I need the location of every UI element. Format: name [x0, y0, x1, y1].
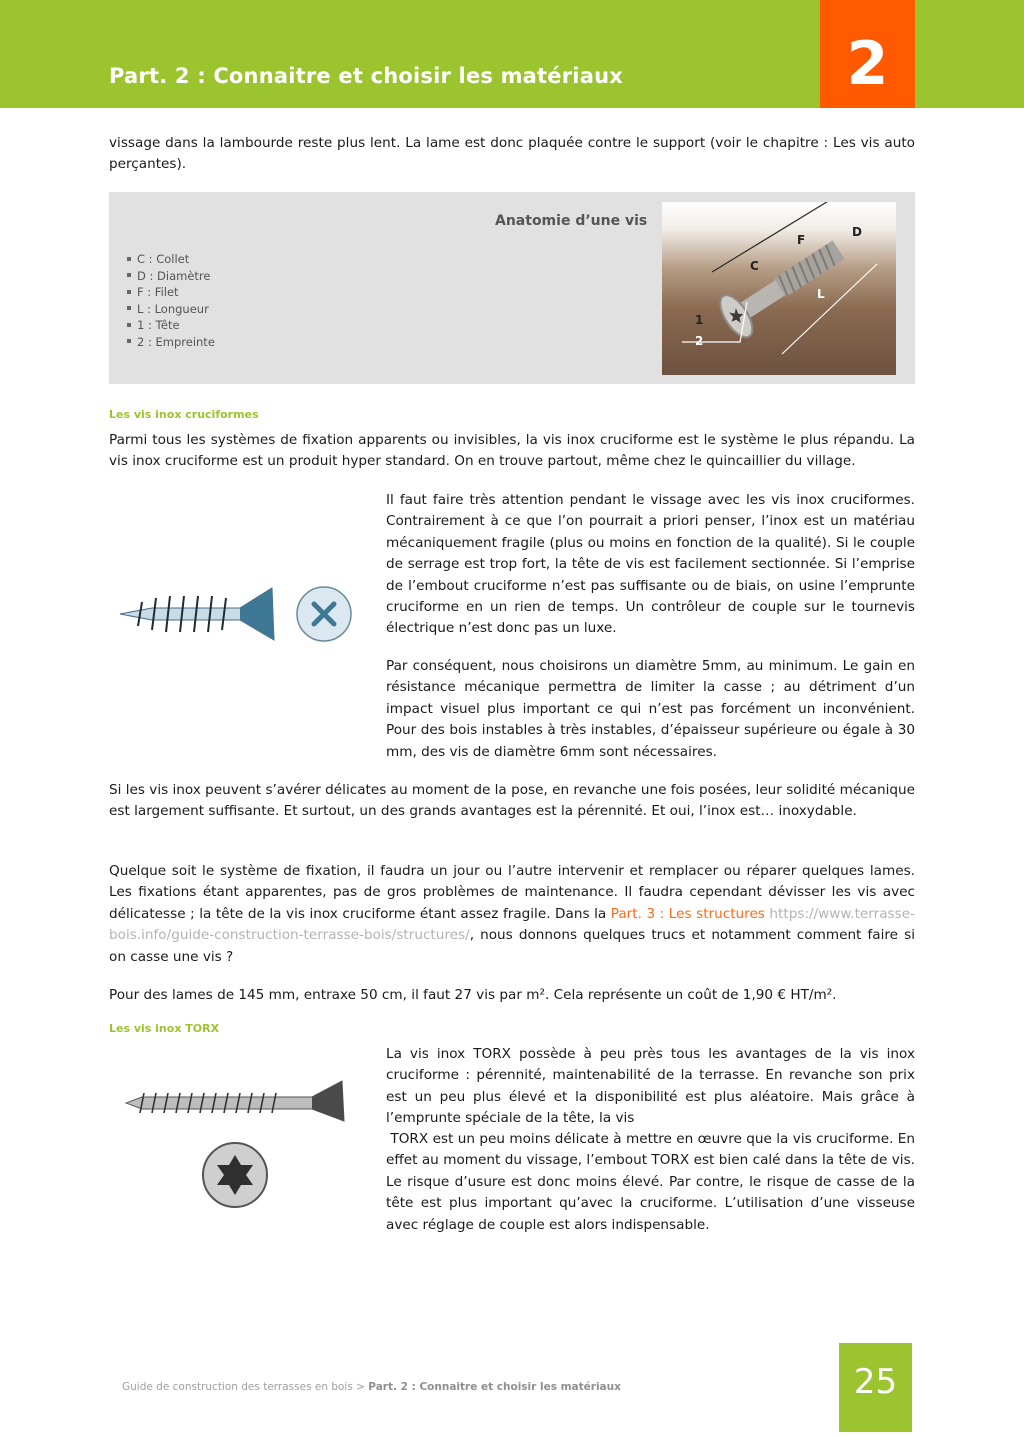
chapter-number-badge: 2 [820, 0, 915, 108]
breadcrumb-current-part: Part. 2 : Connaitre et choisir les matériaux [368, 1381, 621, 1393]
legend-item: 1 : Tête [127, 317, 215, 334]
legend-item: 2 : Empreinte [127, 334, 215, 351]
legend-item: F : Filet [127, 284, 215, 301]
paragraph: Pour des lames de 145 mm, entraxe 50 cm, il faut 27 vis par m². Cela représente un coût de 1,90 € HT/m². [109, 987, 837, 1003]
paragraph-text: Quelque soit le système de fixation, il faudra un jour ou l’autre intervenir et remplacer ou réparer quelques lames. Les fixations étant apparentes, pas de gros problèmes de maintenance. Il faudra cependant dévisser les vis avec délicatesse ; la tête de la vis inox cruciforme étant assez fragile. Dans la [109, 863, 915, 922]
paragraph-text: , nous donnons quelques trucs et notamment comment faire si on casse une vis ? [109, 927, 915, 965]
anatomy-legend-list [127, 251, 215, 351]
paragraph: TORX est un peu moins délicate à mettre en œuvre que la vis cruciforme. En effet au moment du vissage, l’embout TORX est bien calé dans la tête de vis. Le risque d’usure est donc moins élevé. Par contre, le risque de casse de la tête est plus important qu’avec la cruciforme. L’utilisation d’une visseuse avec réglage de couple est alors indispensable. [386, 1131, 920, 1233]
paragraph: Il faut faire très attention pendant le vissage avec les vis inox cruciformes. Contrairement à ce que l’on pourrait a priori penser, l’inox est un matériau mécaniquement fragile (plus ou moins en fonction de la qualité). Si le couple de serrage est trop fort, la tête de vis est facilement sectionnée. Si l’emprise de l’embout cruciforme n’est pas suffisante ou de biais, on usine l’emprunte cruciforme en un rien de temps. Un contrôleur de couple sur le tournevis électrique n’est donc pas un luxe. [386, 492, 915, 637]
legend-item: C : Collet [127, 251, 215, 268]
svg-text:D: D [852, 225, 862, 239]
breadcrumb-separator: > [352, 1381, 369, 1393]
paragraph: Si les vis inox peuvent s’avérer délicates au moment de la pose, en revanche une fois posées, leur solidité mécanique est largement suffisante. Et surtout, un des grands avantages est la pérennité. Et oui, l’inox est… inoxydable. [109, 782, 915, 820]
svg-text:L: L [817, 287, 825, 301]
breadcrumb-guide[interactable]: Guide de construction des terrasses en bois [122, 1381, 353, 1393]
page-header [0, 0, 1024, 108]
svg-text:1: 1 [695, 313, 704, 327]
paragraph-with-link [109, 861, 915, 968]
paragraph: La vis inox TORX possède à peu près tous les avantages de la vis inox cruciforme : pérennité, maintenabilité de la terrasse. En revanche son prix est un peu plus élevé et la disponibilité est plus aléatoire. Mais grâce à l’emprunte spéciale de la tête, la vis [386, 1046, 915, 1127]
torx-screw-icon [122, 1075, 362, 1215]
page-number: 25 [839, 1343, 912, 1432]
paragraph: Parmi tous les systèmes de fixation apparents ou invisibles, la vis inox cruciforme est le système le plus répandu. La vis inox cruciforme est un produit hyper standard. On en trouve partout, même chez le quincaillier du village. [109, 432, 915, 470]
legend-item: D : Diamètre [127, 268, 215, 285]
section-heading-torx: Les vis inox TORX [109, 1022, 220, 1035]
svg-text:C: C [750, 259, 759, 273]
svg-text:F: F [797, 233, 806, 247]
svg-text:2: 2 [695, 334, 704, 348]
intro-paragraph: vissage dans la lambourde reste plus lent. La lame est donc plaquée contre le support (voir le chapitre : Les vis auto perçantes). [109, 135, 915, 173]
anatomy-title: Anatomie d’une vis [495, 213, 648, 229]
structures-chapter-link[interactable]: Part. 3 : Les structures [610, 905, 765, 922]
structures-url-link[interactable]: https://www.terrasse-bois.info/guide-construction-terrasse-bois/structures/ [109, 905, 915, 944]
footer-breadcrumb [122, 1381, 621, 1393]
legend-item: L : Longueur [127, 301, 215, 318]
paragraph: Par conséquent, nous choisirons un diamètre 5mm, au minimum. Le gain en résistance mécanique permettra de limiter la casse ; au détriment d’un impact visuel plus important ce qui n’est pas forcément un inconvénient. Pour des bois instables à très instables, d’épaisseur supérieure ou égale à 30 mm, des vis de diamètre 6mm sont nécessaires. [386, 658, 915, 760]
cross-head-screw-image [112, 580, 362, 650]
torx-screw-image [122, 1075, 362, 1215]
screw-anatomy-photo [662, 202, 896, 375]
phillips-screw-icon [112, 580, 362, 650]
chapter-title: Part. 2 : Connaitre et choisir les matériaux [109, 64, 623, 88]
anatomy-box [109, 192, 915, 384]
screw-anatomy-illustration-icon [662, 202, 896, 375]
section-heading-cruciformes: Les vis inox cruciformes [109, 408, 259, 421]
